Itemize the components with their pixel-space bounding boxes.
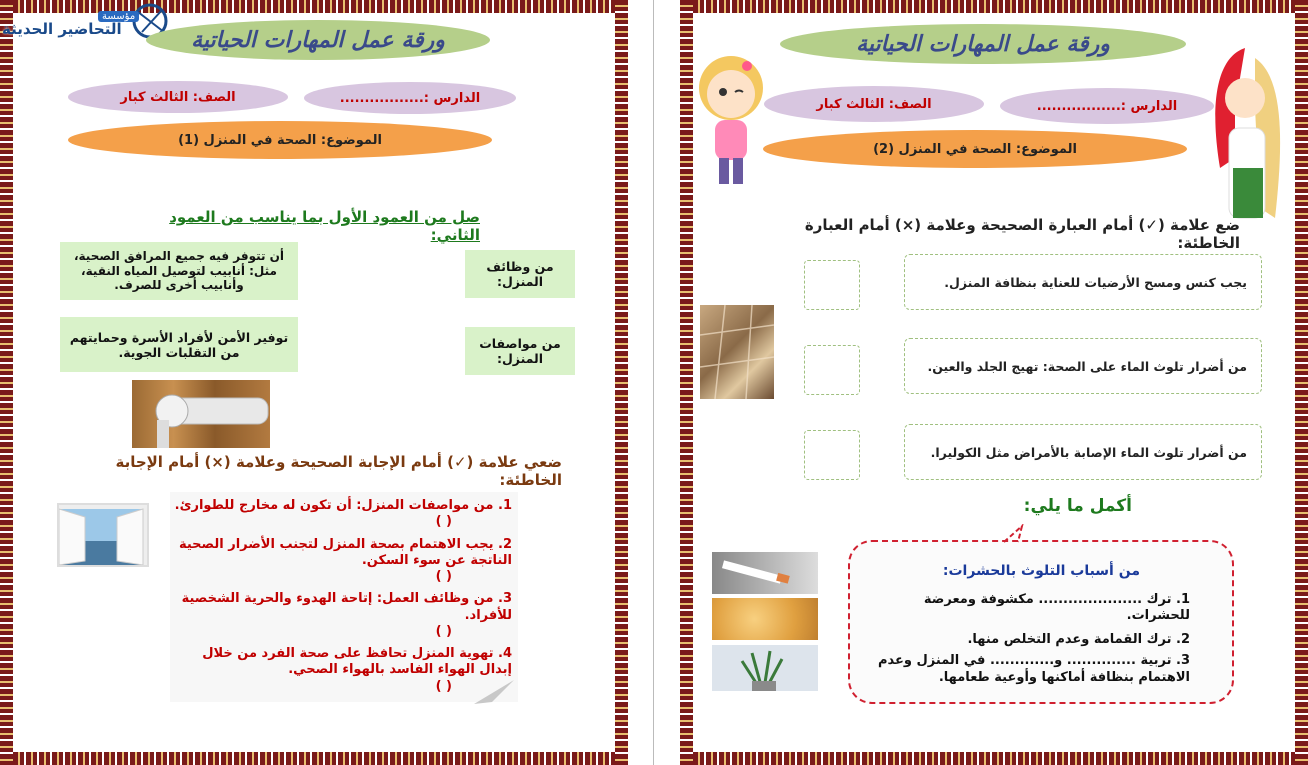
left-border-bottom: [0, 752, 628, 765]
right-border-top: [680, 0, 1308, 13]
logo-text-bottom: التحاضير الحديثة: [2, 20, 122, 38]
left-match-heading: صل من العمود الأول بما يناسب من العمود الثاني:: [169, 208, 480, 244]
bubble-title: من أسباب التلوث بالحشرات:: [942, 563, 1140, 579]
answer-paren[interactable]: ( ): [435, 623, 452, 639]
statement-1: يجب كنس ومسح الأرضيات للعناية بنظافة المنزل.: [904, 254, 1262, 310]
right-border-right: [1295, 0, 1308, 765]
left-border-right: [615, 0, 628, 765]
answer-paren[interactable]: ( ): [435, 678, 452, 694]
match-col-a-2[interactable]: من مواصفات المنزل:: [465, 327, 575, 375]
complete-heading: أكمل ما يلي:: [1023, 496, 1132, 516]
tick-item-4: [174, 646, 512, 695]
left-title: ورقة عمل المهارات الحياتية: [146, 20, 490, 60]
right-border-bottom: [680, 752, 1308, 765]
plant-photo: [712, 645, 818, 691]
tick-item-num: 4.: [498, 646, 512, 661]
answer-paren[interactable]: ( ): [435, 569, 452, 584]
right-title: ورقة عمل المهارات الحياتية: [780, 24, 1186, 64]
cartoon-girl-icon: [695, 38, 767, 188]
left-topic: الموضوع: الصحة في المنزل (1): [68, 121, 492, 159]
right-tick-heading: ضع علامة (✓) أمام العبارة الصحيحة وعلامة (×) أمام العبارة الخاطئة:: [804, 216, 1240, 252]
left-border-left: [0, 0, 13, 765]
match-col-b-1[interactable]: أن تتوفر فيه جميع المرافق الصحية، مثل: أنابيب لتوصيل المياه النقية، وأنابيب أخرى للصرف.: [60, 242, 298, 300]
tiles-photo: [700, 305, 774, 399]
bubble-line-3: 3. تربية .............. و............. في المنزل وعدم الاهتمام بنظافة أماكنها وأوعية طعامها.: [878, 653, 1190, 685]
window-photo: [57, 503, 149, 567]
pipe-photo: [132, 380, 270, 448]
left-tick-heading: ضعي علامة (✓) أمام الإجابة الصحيحة وعلامة (×) أمام الإجابة الخاطئة:: [115, 453, 562, 489]
tick-item-1: [174, 498, 512, 531]
logo-text-top: مؤسسة: [98, 11, 139, 22]
right-topic: الموضوع: الصحة في المنزل (2): [763, 130, 1187, 168]
anime-girl-icon: [1205, 48, 1285, 228]
left-student-field[interactable]: الدارس :.................: [304, 82, 516, 114]
tick-item-num: 1.: [498, 498, 512, 513]
tick-item-text: من وظائف العمل: إتاحة الهدوء والحرية الشخصية للأفراد.: [181, 591, 512, 623]
right-grade-label: الصف: الثالث كبار: [764, 86, 984, 122]
page-divider: [653, 0, 654, 765]
bubble-tail-icon: [1000, 524, 1040, 544]
bubble-line-1: 1. ترك ..................... مكشوفة ومعرضة للحشرات.: [923, 592, 1190, 624]
tick-item-text: من مواصفات المنزل: أن تكون له مخارج للطوارئ.: [174, 498, 494, 513]
right-tick-box-1[interactable]: [804, 260, 860, 310]
right-tick-box-2[interactable]: [804, 345, 860, 395]
food-photo: [712, 598, 818, 640]
tick-item-3: [174, 591, 512, 640]
right-tick-box-3[interactable]: [804, 430, 860, 480]
match-col-a-1[interactable]: من وظائف المنزل:: [465, 250, 575, 298]
tick-item-num: 2.: [498, 536, 512, 552]
bubble-line-2: 2. ترك القمامة وعدم التخلص منها.: [967, 632, 1190, 647]
match-col-b-2[interactable]: توفير الأمن لأفراد الأسرة وحمايتهم من التقلبات الجوية.: [60, 317, 298, 372]
left-items-list: [174, 498, 512, 701]
left-grade-label: الصف: الثالث كبار: [68, 81, 288, 113]
cigarette-photo: [712, 552, 818, 594]
tick-item-2: [174, 537, 512, 586]
answer-paren[interactable]: ( ): [435, 514, 452, 530]
tick-item-num: 3.: [498, 591, 512, 607]
statement-2: من أضرار تلوث الماء على الصحة: تهيج الجلد والعين.: [904, 338, 1262, 394]
statement-3: من أضرار تلوث الماء الإصابة بالأمراض مثل الكوليرا.: [904, 424, 1262, 480]
tick-item-text: تهوية المنزل تحافظ على صحة الفرد من خلال إبدال الهواء الفاسد بالهواء الصحي.: [202, 646, 512, 678]
right-border-left: [680, 0, 693, 765]
tick-item-text: يجب الاهتمام بصحة المنزل لتجنب الأضرار الصحية الناتجة عن سوء السكن.: [178, 536, 512, 568]
right-student-field[interactable]: الدارس :.................: [1000, 88, 1214, 124]
